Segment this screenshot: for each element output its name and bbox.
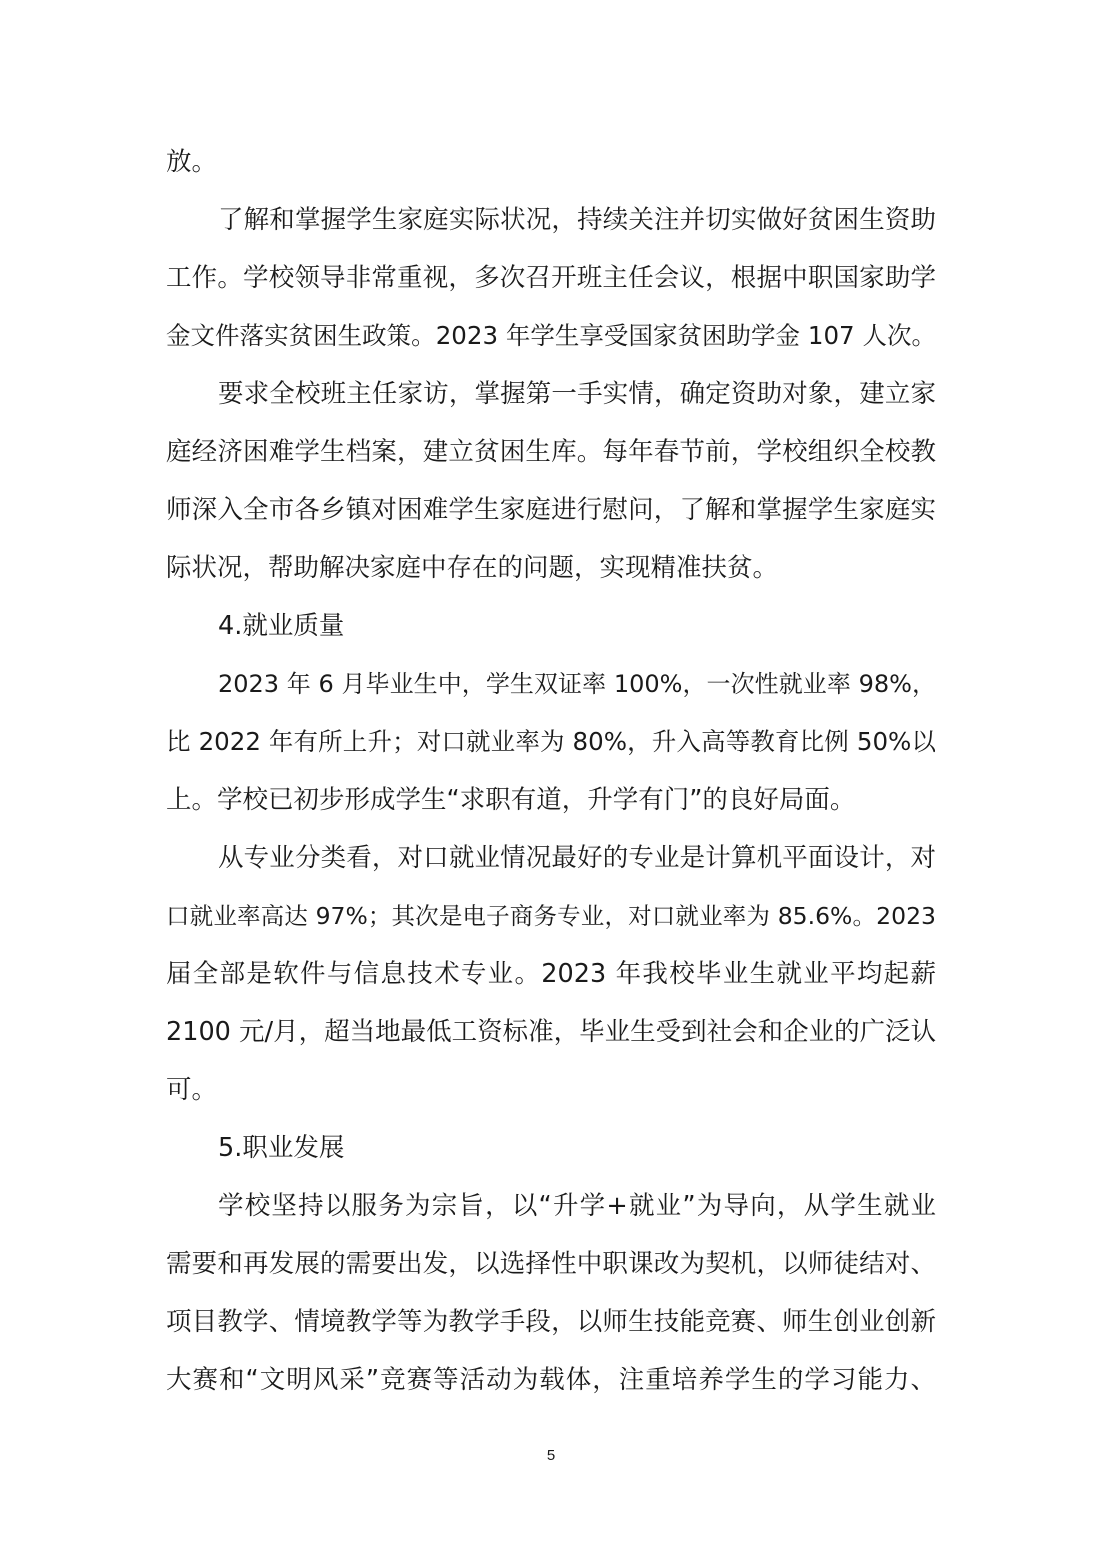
- paragraph-line: 大赛和“文明风采”竞赛等活动为载体，注重培养学生的学习能力、: [166, 1365, 936, 1395]
- paragraph-line: 工作。学校领导非常重视，多次召开班主任会议，根据中职国家助学: [166, 263, 936, 293]
- paragraph-line: 学校坚持以服务为宗旨，以“升学+就业”为导向，从学生就业: [218, 1191, 936, 1221]
- paragraph-line: 金文件落实贫困生政策。2023 年学生享受国家贫困助学金 107 人次。: [166, 321, 936, 350]
- paragraph-line: 庭经济困难学生档案，建立贫困生库。每年春节前，学校组织全校教: [166, 437, 936, 467]
- paragraph-line: 2100 元/月，超当地最低工资标准，毕业生受到社会和企业的广泛认: [166, 1017, 936, 1047]
- section-heading: 5.职业发展: [218, 1133, 345, 1163]
- paragraph-line: 上。学校已初步形成学生“求职有道，升学有门”的良好局面。: [166, 785, 856, 815]
- paragraph-line: 口就业率高达 97%；其次是电子商务专业，对口就业率为 85.6%。2023: [166, 902, 936, 930]
- paragraph-line: 放。: [166, 147, 218, 177]
- paragraph-line: 2023 年 6 月毕业生中，学生双证率 100%，一次性就业率 98%，: [218, 670, 936, 698]
- page-number: 5: [546, 1447, 556, 1464]
- paragraph-line: 届全部是软件与信息技术专业。2023 年我校毕业生就业平均起薪: [166, 959, 936, 989]
- paragraph-line: 可。: [166, 1075, 218, 1105]
- paragraph-line: 际状况，帮助解决家庭中存在的问题，实现精准扶贫。: [166, 553, 779, 583]
- paragraph-line: 比 2022 年有所上升；对口就业率为 80%，升入高等教育比例 50%以: [166, 727, 936, 756]
- paragraph-line: 要求全校班主任家访，掌握第一手实情，确定资助对象，建立家: [218, 379, 936, 409]
- paragraph-line: 了解和掌握学生家庭实际状况，持续关注并切实做好贫困生资助: [218, 205, 936, 235]
- paragraph-line: 项目教学、情境教学等为教学手段，以师生技能竞赛、师生创业创新: [166, 1307, 936, 1337]
- section-heading: 4.就业质量: [218, 611, 345, 641]
- paragraph-line: 从专业分类看，对口就业情况最好的专业是计算机平面设计，对: [218, 843, 936, 873]
- paragraph-line: 需要和再发展的需要出发，以选择性中职课改为契机，以师徒结对、: [166, 1249, 936, 1279]
- paragraph-line: 师深入全市各乡镇对困难学生家庭进行慰问，了解和掌握学生家庭实: [166, 495, 936, 525]
- document-body: [166, 133, 936, 1409]
